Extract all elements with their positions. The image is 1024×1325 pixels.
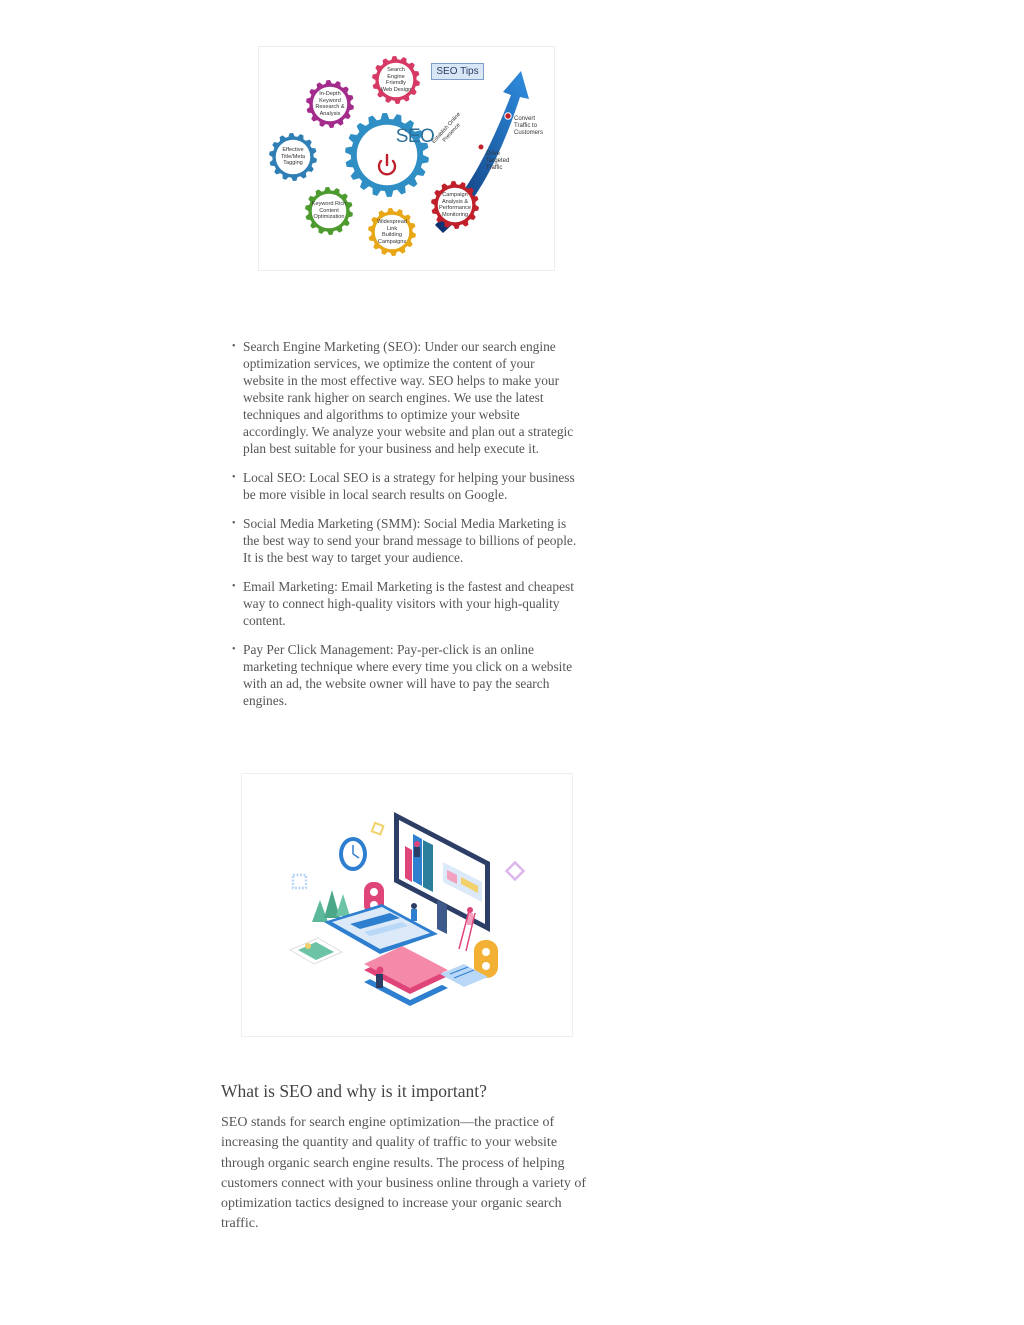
- chart-bar: [423, 840, 433, 892]
- seo-gears-image: [258, 46, 555, 271]
- list-item: [232, 515, 577, 566]
- outline-diamond: [507, 863, 524, 880]
- list-item: [232, 469, 577, 503]
- seo-tips-label: SEO Tips: [431, 63, 484, 80]
- establish-presence-label: Establish Online Presence: [431, 111, 463, 146]
- arrow-dot-customers: [505, 113, 511, 119]
- gear-label: Campaign Analysis & Performance Monitoring: [438, 191, 472, 218]
- seo-center-label: SEO: [395, 126, 435, 147]
- gear-label: Widespread Link Building Campaigns: [377, 218, 407, 245]
- bullet: •: [232, 581, 236, 592]
- convert-customers-label: Convert Traffic to Customers: [514, 116, 544, 136]
- list-item: [232, 578, 577, 629]
- bullet: •: [232, 341, 236, 352]
- bullet: •: [232, 518, 236, 529]
- list-item-text: Pay Per Click Management: Pay-per-click is an online marketing technique where every time you click on a website with an ad, the website owner will have to pay the search engines.: [243, 642, 573, 708]
- services-list: [232, 338, 577, 721]
- gear-label: Effective Title/Meta Tagging: [280, 147, 306, 167]
- article-heading: What is SEO and why is it important?: [221, 1081, 487, 1101]
- tree-icon: [312, 900, 328, 922]
- seo-illustration-image: [241, 773, 573, 1037]
- arrow-dot-traffic: [478, 144, 484, 150]
- list-item: [232, 338, 577, 457]
- gear-label: Search Engine Friendly Web Design: [380, 66, 412, 93]
- chart-bar: [405, 846, 412, 882]
- bullet: •: [232, 472, 236, 483]
- article-body: SEO stands for search engine optimization—the practice of increasing the quantity and quality of traffic to your website through organic search engine results. The process of helping customers connect with your business online through a variety of optimization tactics designed to increase your organic search traffic.: [221, 1115, 587, 1232]
- list-item: [232, 641, 577, 709]
- gear-label: Keyword Rich Content Optimization: [311, 201, 347, 221]
- isometric-marketing-illustration: [242, 774, 574, 1038]
- list-item-text: Email Marketing: Email Marketing is the fastest and cheapest way to connect high-quality visitors with your high-quality content.: [243, 579, 574, 628]
- bullet: •: [232, 644, 236, 655]
- list-item-text: Local SEO: Local SEO is a strategy for helping your business be more visible in local search results on Google.: [243, 470, 575, 502]
- list-item-text: Social Media Marketing (SMM): Social Media Marketing is the best way to send your brand message to billions of people. It is the best way to target your audience.: [243, 516, 577, 565]
- list-item-text: Search Engine Marketing (SEO): Under our search engine optimization services, we optimize the content of your website in the most effective way. SEO helps to make your website rank higher on search engines. We use the latest techniques and algorithms to optimize your website accordingly. We analyze your website and plan out a strategic plan best suitable for your business and help execute it.: [243, 339, 574, 456]
- outline-square: [372, 823, 384, 835]
- drive-traffic-label: Drive Targeted Traffic: [486, 151, 510, 171]
- gear-label: In-Depth Keyword Research & Analysis: [315, 90, 345, 117]
- tree-icon: [336, 894, 350, 916]
- outline-square: [293, 875, 306, 888]
